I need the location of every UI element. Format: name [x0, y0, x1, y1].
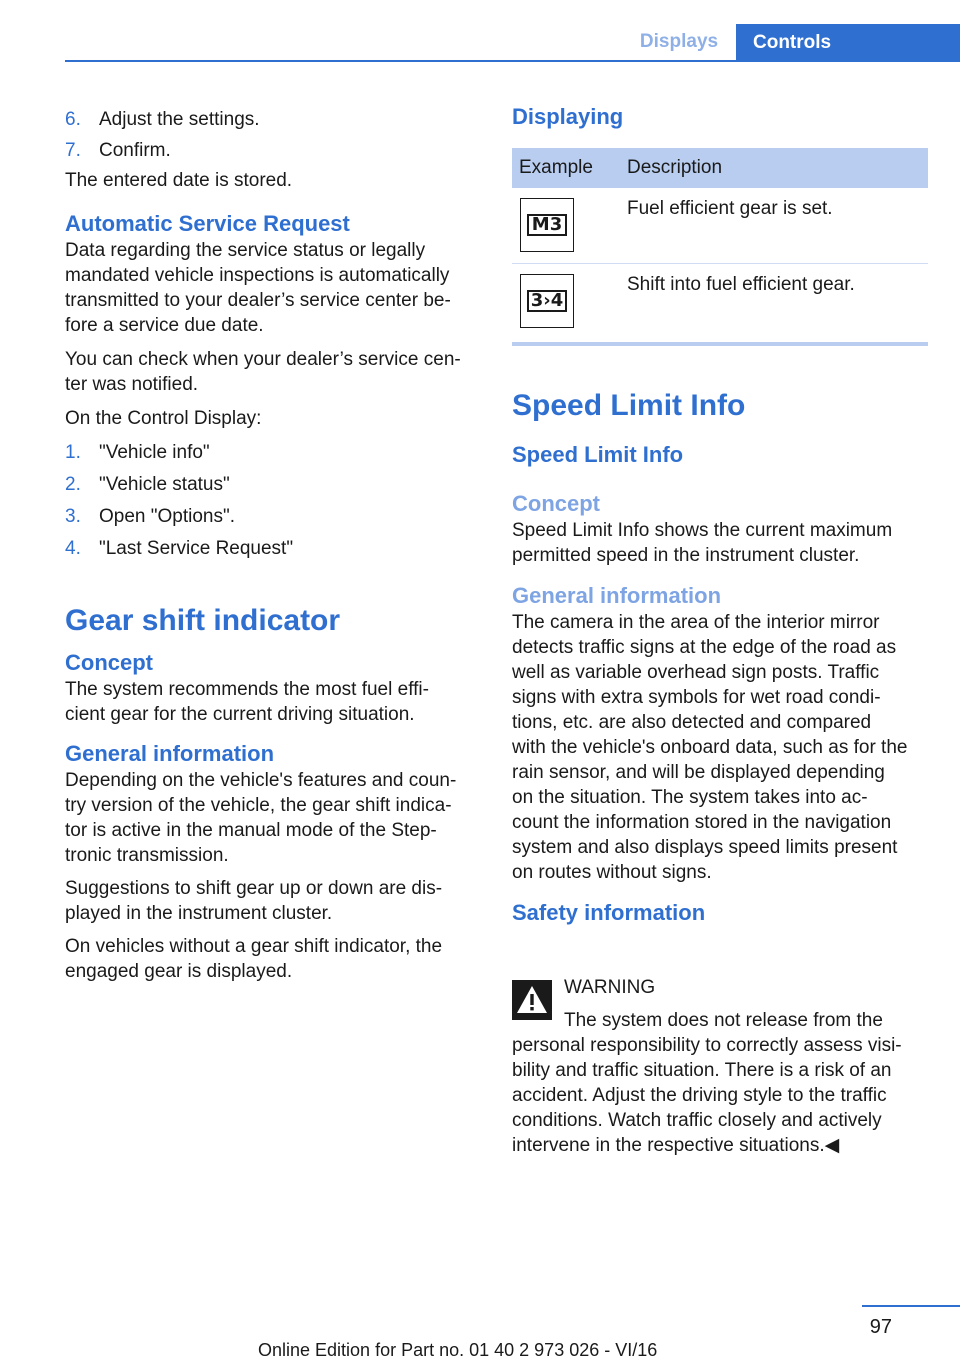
menu-steps-list [65, 437, 481, 565]
safety-info-heading: Safety information [512, 900, 706, 925]
auto-service-paragraph-1: Data regarding the service status or legally mandated vehicle inspections is automatically transmitted to your dealer’s service center be‐ fore a service due date. [65, 240, 451, 336]
tab-displays[interactable]: Displays [639, 31, 719, 52]
step-number: 6. [65, 109, 81, 130]
general-paragraph-1: Depending on the vehicle's features and coun‐ try version of the vehicle, the gear shift indica‐ tor is active in the manual mode of the Step‐ tronic transmission. [65, 770, 457, 866]
gear-set-icon: M3 [520, 198, 574, 252]
table-header [512, 148, 928, 188]
row-description: Shift into fuel efficient gear. [627, 274, 855, 295]
displaying-heading: Displaying [512, 104, 624, 129]
footer-rule [862, 1305, 960, 1307]
step-text: Confirm. [99, 140, 171, 161]
row-description: Fuel efficient gear is set. [627, 198, 833, 219]
general-info-heading: General information [512, 583, 722, 608]
warning-text: personal responsibility to correctly assess visi‐ bility and traffic situation. There is a risk of an accident. Adjust the driving style to the traffic conditions. Watch traffic closely and actively intervene in the respective situations.◀ [512, 1035, 902, 1156]
speed-limit-subheading: Speed Limit Info [512, 442, 684, 467]
warning-first-line: The system does not release from the [564, 1010, 883, 1031]
page-number: 97 [869, 1316, 892, 1338]
concept-paragraph: Speed Limit Info shows the current maximum permitted speed in the instrument cluster. [512, 520, 893, 566]
warning-icon [512, 980, 552, 1020]
right-column [512, 388, 928, 927]
step-number: 7. [65, 140, 81, 161]
general-paragraph: The camera in the area of the interior mirror detects traffic signs at the edge of the road as well as variable overhead sign posts. Traffic signs with extra symbols for wet road condi‐ tions, etc. are also detected and compared with the vehicle's onboard data, such as for the rain sensor, and will be displayed depending on the situation. The system takes into ac‐ count the information stored in the navigation system and also displays speed limits present on routes without signs. [512, 612, 908, 883]
edition-text: Online Edition for Part no. 01 40 2 973 026 - VI/16 [258, 1340, 658, 1360]
gear-indicator-table [512, 148, 928, 346]
speed-limit-heading: Speed Limit Info [512, 389, 746, 422]
concept-paragraph: The system recommends the most fuel effi‐ cient gear for the current driving situation. [65, 679, 429, 725]
general-info-heading: General information [65, 741, 275, 766]
stored-text: The entered date is stored. [65, 170, 293, 191]
table-row [512, 188, 928, 264]
concept-heading: Concept [65, 650, 153, 675]
list-item: 4. "Last Service Request" [65, 538, 294, 559]
list-item [65, 135, 481, 167]
auto-service-heading: Automatic Service Request [65, 211, 350, 236]
control-display-text: On the Control Display: [65, 408, 262, 429]
warning-title: WARNING [564, 977, 656, 998]
gear-shift-heading: Gear shift indicator [65, 604, 341, 637]
list-item [65, 104, 481, 136]
general-paragraph-3: On vehicles without a gear shift indicator, the engaged gear is displayed. [65, 936, 443, 982]
table-row [512, 264, 928, 346]
gear-shift-up-icon: 3›4 [520, 274, 574, 328]
list-item: 3. Open "Options". [65, 506, 236, 527]
column-header-description: Description [627, 157, 723, 178]
step-text: Adjust the settings. [99, 109, 260, 130]
header-rule [65, 60, 960, 62]
concept-heading: Concept [512, 491, 600, 516]
list-item: 2. "Vehicle status" [65, 474, 230, 495]
left-column [65, 104, 481, 984]
column-header-example: Example [519, 157, 593, 178]
tab-controls[interactable]: Controls [736, 24, 960, 62]
general-paragraph-2: Suggestions to shift gear up or down are dis‐ played in the instrument cluster. [65, 878, 443, 924]
list-item: 1. "Vehicle info" [65, 442, 210, 463]
auto-service-paragraph-2: You can check when your dealer’s service cen‐ ter was notified. [65, 349, 461, 395]
